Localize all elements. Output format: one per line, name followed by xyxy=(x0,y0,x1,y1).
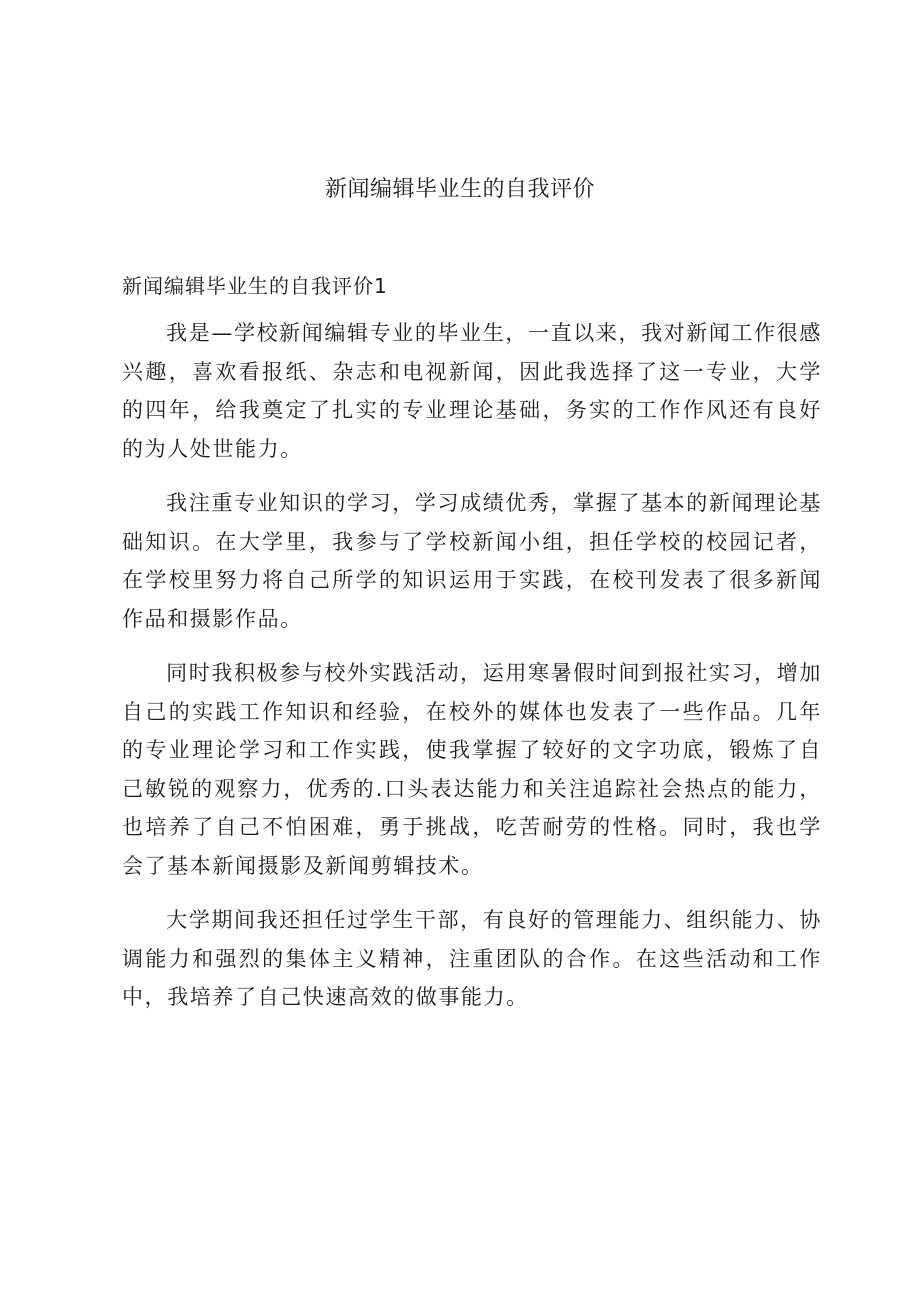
paragraph: 我注重专业知识的学习，学习成绩优秀，掌握了基本的新闻理论基础知识。在大学里，我参与了学校新闻小组，担任学校的校园记者，在学校里努力将自己所学的知识运用于实践，在校刊发表了很多新闻作品和摄影作品。 xyxy=(122,491,822,631)
document-title: 新闻编辑毕业生的自我评价 xyxy=(324,177,595,202)
section-heading: 新闻编辑毕业生的自我评价1 xyxy=(122,274,388,298)
paragraph: 同时我积极参与校外实践活动，运用寒暑假时间到报社实习，增加自己的实践工作知识和经验，在校外的媒体也发表了一些作品。几年的专业理论学习和工作实践，使我掌握了较好的文字功底，锻炼了自己敏锐的观察力，优秀的.口头表达能力和关注追踪社会热点的能力，也培养了自己不怕困难，勇于挑战，吃苦耐劳的性格。同时，我也学会了基本新闻摄影及新闻剪辑技术。 xyxy=(122,661,822,878)
paragraph: 我是—学校新闻编辑专业的毕业生，一直以来，我对新闻工作很感兴趣，喜欢看报纸、杂志和电视新闻，因此我选择了这一专业，大学的四年，给我奠定了扎实的专业理论基础，务实的工作作风还有良好的为人处世能力。 xyxy=(122,321,822,461)
paragraph: 大学期间我还担任过学生干部，有良好的管理能力、组织能力、协调能力和强烈的集体主义精神，注重团队的合作。在这些活动和工作中，我培养了自己快速高效的做事能力。 xyxy=(122,908,822,1009)
body-text xyxy=(122,314,822,1033)
